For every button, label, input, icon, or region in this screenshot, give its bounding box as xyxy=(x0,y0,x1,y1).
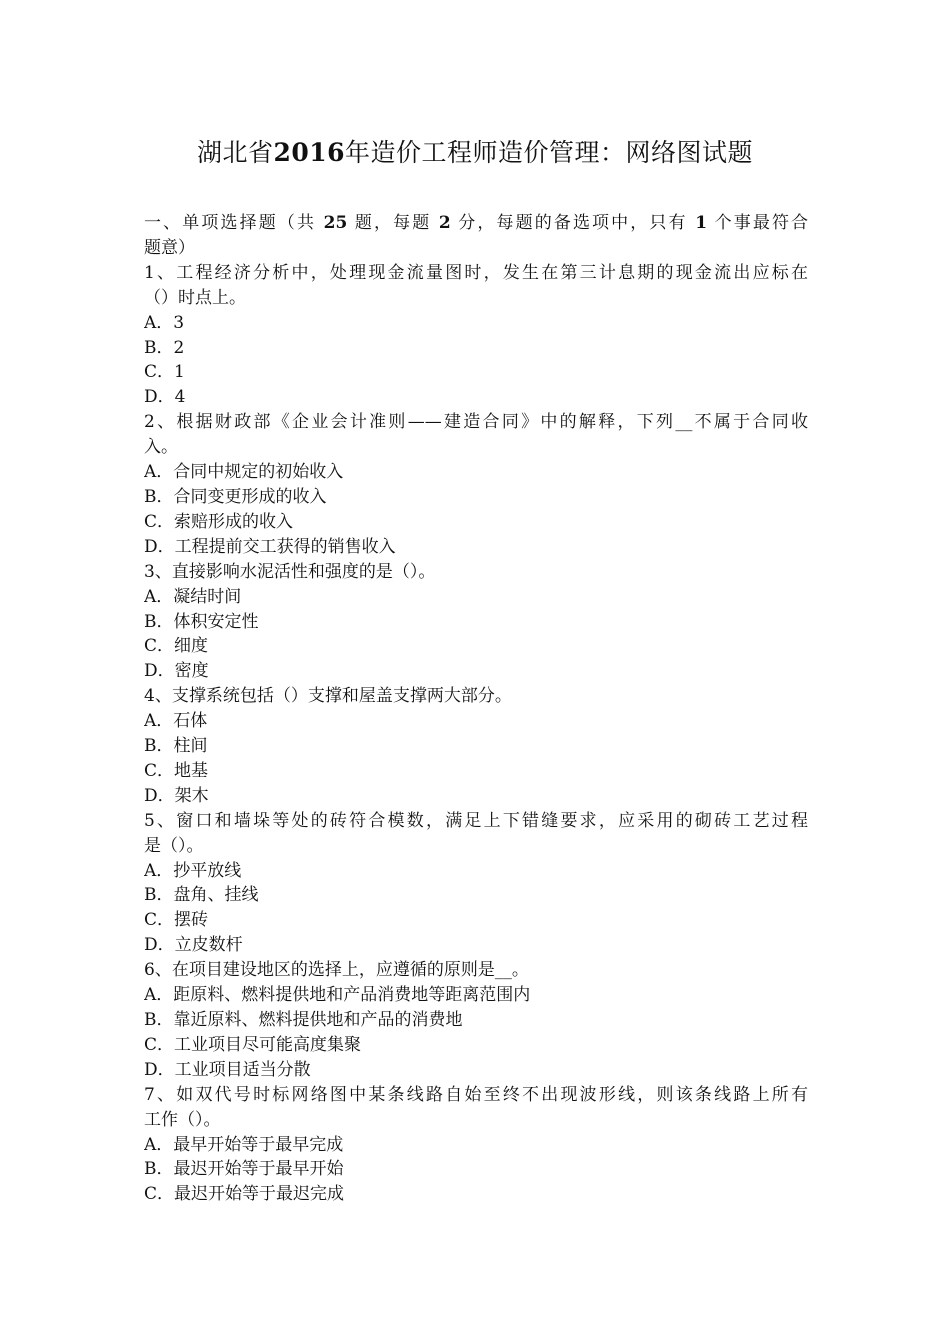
question-5-option-b: B．盘角、挂线 xyxy=(144,885,259,906)
section-heading xyxy=(144,211,808,236)
question-2-option-a: A．合同中规定的初始收入 xyxy=(144,462,344,483)
question-1-option-b: B．2 xyxy=(144,337,185,358)
question-7-option-a: A．最早开始等于最早完成 xyxy=(144,1134,344,1155)
question-5-option-c: C．摆砖 xyxy=(144,910,209,931)
question-5-line-2: 是（）。 xyxy=(144,835,204,856)
question-1-option-a: A．3 xyxy=(144,312,185,333)
question-6-option-c: C．工业项目尽可能高度集聚 xyxy=(144,1034,362,1055)
section-heading-cont: 题意） xyxy=(144,237,195,258)
question-points: 2 xyxy=(438,213,451,233)
question-6-option-a: A．距原料、燃料提供地和产品消费地等距离范围内 xyxy=(144,985,531,1006)
question-3-option-c: C．细度 xyxy=(144,636,209,657)
title-prefix: 湖北省 xyxy=(196,138,274,167)
question-7-option-c: C．最迟开始等于最迟完成 xyxy=(144,1184,345,1205)
section-text-a: 一、单项选择题（共 xyxy=(144,213,317,233)
question-6-option-d: D．工业项目适当分散 xyxy=(144,1059,311,1080)
question-3-option-d: D．密度 xyxy=(144,661,209,682)
section-text-c: 分，每题的备选项中，只有 xyxy=(458,213,688,233)
question-2-line-1: 2、根据财政部《企业会计准则——建造合同》中的解释，下列__不属于合同收 xyxy=(144,412,808,433)
title-suffix: 年造价工程师造价管理：网络图试题 xyxy=(345,138,754,167)
document-body xyxy=(144,211,808,1207)
question-4-line-1: 4、支撑系统包括（）支撑和屋盖支撑两大部分。 xyxy=(144,686,512,707)
question-5-line-1: 5、窗口和墙垛等处的砖符合模数，满足上下错缝要求，应采用的砌砖工艺过程 xyxy=(144,810,808,831)
question-6-line-1: 6、在项目建设地区的选择上，应遵循的原则是__。 xyxy=(144,960,529,981)
section-text-d: 个事最符合 xyxy=(714,213,808,233)
question-4-option-a: A．石体 xyxy=(144,711,208,732)
question-3-line-1: 3、直接影响水泥活性和强度的是（）。 xyxy=(144,561,436,582)
question-2-option-c: C．索赔形成的收入 xyxy=(144,511,294,532)
section-text-b: 题，每题 xyxy=(354,213,432,233)
title-year: 2016 xyxy=(273,138,346,167)
question-5-option-d: D．立皮数杆 xyxy=(144,935,243,956)
question-1-line-1: 1、工程经济分析中，处理现金流量图时，发生在第三计息期的现金流出应标在 xyxy=(144,262,808,283)
question-5-option-a: A．抄平放线 xyxy=(144,860,242,881)
question-1-option-c: C．1 xyxy=(144,362,185,383)
question-1-option-d: D．4 xyxy=(144,387,186,408)
question-3-option-a: A．凝结时间 xyxy=(144,586,242,607)
question-4-option-d: D．架木 xyxy=(144,785,209,806)
question-3-option-b: B．体积安定性 xyxy=(144,611,259,632)
answer-count: 1 xyxy=(695,213,708,233)
question-7-line-1: 7、如双代号时标网络图中某条线路自始至终不出现波形线，则该条线路上所有 xyxy=(144,1084,808,1105)
question-7-option-b: B．最迟开始等于最早开始 xyxy=(144,1159,344,1180)
question-7-line-2: 工作（）。 xyxy=(144,1109,221,1130)
question-1-line-2: （）时点上。 xyxy=(144,287,246,308)
question-2-line-2: 入。 xyxy=(144,437,178,458)
question-4-option-c: C．地基 xyxy=(144,760,209,781)
question-2-option-d: D．工程提前交工获得的销售收入 xyxy=(144,536,396,557)
question-2-option-b: B．合同变更形成的收入 xyxy=(144,486,327,507)
question-count: 25 xyxy=(323,213,348,233)
question-6-option-b: B．靠近原料、燃料提供地和产品的消费地 xyxy=(144,1010,463,1030)
question-4-option-b: B．柱间 xyxy=(144,736,208,757)
page-title xyxy=(0,136,950,170)
